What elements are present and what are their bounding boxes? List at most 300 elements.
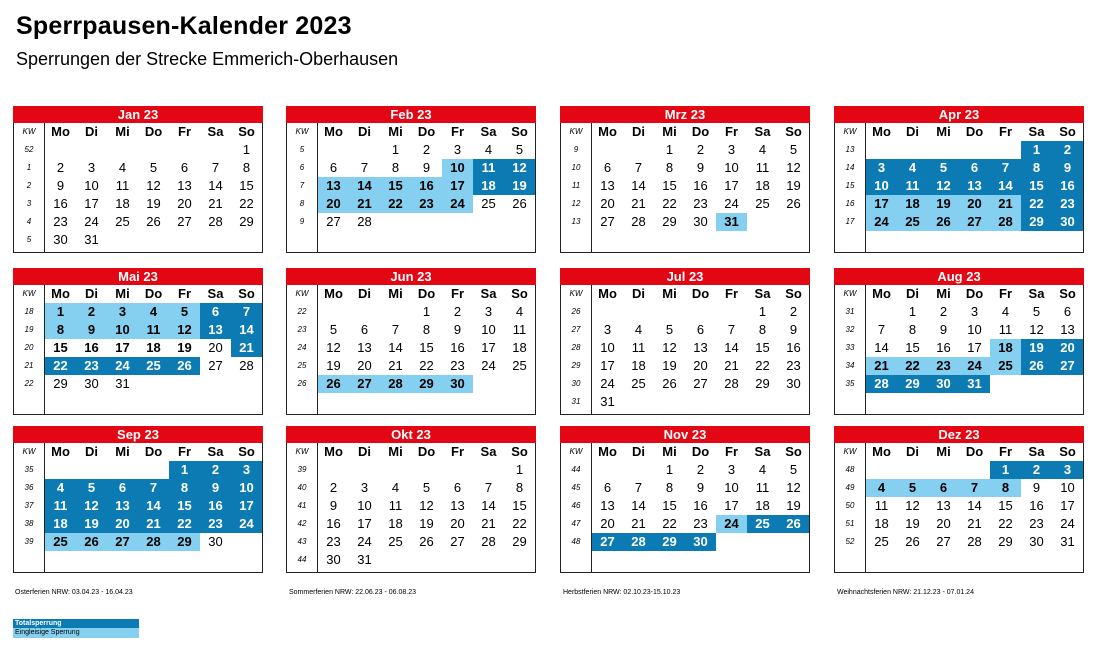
day-cell: 13 bbox=[200, 321, 231, 339]
day-cell: 12 bbox=[76, 497, 107, 515]
month-body bbox=[834, 123, 1084, 253]
month-body bbox=[834, 285, 1084, 415]
day-cell: 20 bbox=[107, 515, 138, 533]
day-cell: 5 bbox=[789, 462, 798, 477]
day-cell: 29 bbox=[897, 375, 928, 393]
month-body bbox=[13, 285, 263, 415]
month-title: Feb 23 bbox=[286, 106, 536, 123]
kw-header: KW bbox=[295, 127, 309, 136]
day-cell: 1 bbox=[242, 142, 251, 157]
month-title: Mai 23 bbox=[13, 268, 263, 285]
day-cell: 19 bbox=[146, 196, 161, 211]
day-cell: 12 bbox=[146, 178, 161, 193]
weekday-header: Fr bbox=[999, 124, 1012, 139]
week-number: 31 bbox=[845, 307, 855, 316]
day-cell: 31 bbox=[1060, 534, 1075, 549]
day-cell: 1 bbox=[665, 462, 674, 477]
day-cell: 3 bbox=[1052, 461, 1083, 479]
day-cell: 15 bbox=[755, 340, 770, 355]
day-cell: 14 bbox=[967, 498, 982, 513]
day-cell: 28 bbox=[724, 376, 739, 391]
week-number: 18 bbox=[24, 307, 34, 316]
week-number: 46 bbox=[571, 501, 581, 510]
day-cell: 28 bbox=[138, 533, 169, 551]
day-cell: 17 bbox=[84, 196, 99, 211]
week-number: 5 bbox=[299, 145, 305, 154]
day-cell: 27 bbox=[936, 534, 951, 549]
day-cell: 4 bbox=[484, 142, 493, 157]
day-cell: 21 bbox=[231, 339, 262, 357]
day-cell: 18 bbox=[755, 498, 770, 513]
day-cell: 17 bbox=[357, 516, 372, 531]
day-cell: 3 bbox=[107, 303, 138, 321]
kw-header: KW bbox=[22, 447, 36, 456]
day-cell: 20 bbox=[357, 358, 372, 373]
day-cell: 4 bbox=[515, 304, 524, 319]
week-number: 9 bbox=[299, 217, 305, 226]
week-number: 30 bbox=[571, 379, 581, 388]
day-cell: 21 bbox=[967, 516, 982, 531]
day-cell: 27 bbox=[107, 533, 138, 551]
week-number: 31 bbox=[571, 397, 581, 406]
day-cell: 7 bbox=[634, 480, 643, 495]
day-cell: 26 bbox=[928, 213, 959, 231]
day-cell: 16 bbox=[936, 340, 951, 355]
day-cell: 23 bbox=[928, 357, 959, 375]
weekday-header: Mo bbox=[324, 444, 343, 459]
day-cell: 26 bbox=[662, 376, 677, 391]
day-cell: 2 bbox=[76, 303, 107, 321]
month-title: Jul 23 bbox=[560, 268, 810, 285]
weekday-header: Di bbox=[906, 286, 919, 301]
day-cell: 25 bbox=[990, 357, 1021, 375]
week-number: 50 bbox=[845, 501, 855, 510]
weekday-header: Mi bbox=[662, 124, 677, 139]
day-cell: 28 bbox=[866, 375, 897, 393]
day-cell: 9 bbox=[200, 479, 231, 497]
day-cell: 17 bbox=[724, 178, 739, 193]
day-cell: 7 bbox=[211, 160, 220, 175]
month-aug bbox=[834, 268, 1084, 416]
week-number: 17 bbox=[845, 217, 855, 226]
day-cell: 15 bbox=[239, 178, 254, 193]
day-cell: 17 bbox=[442, 177, 473, 195]
week-number: 51 bbox=[845, 519, 855, 528]
week-number: 44 bbox=[571, 465, 581, 474]
day-cell: 20 bbox=[600, 516, 615, 531]
week-number: 14 bbox=[845, 163, 855, 172]
weekday-header: So bbox=[785, 444, 802, 459]
day-cell: 24 bbox=[357, 534, 372, 549]
day-cell: 15 bbox=[53, 340, 68, 355]
weekday-header: So bbox=[785, 286, 802, 301]
month-body bbox=[286, 123, 536, 253]
weekday-header: Fr bbox=[178, 286, 191, 301]
holiday-note-easter: Osterferien NRW: 03.04.23 - 16.04.23 bbox=[15, 589, 133, 596]
day-cell: 18 bbox=[388, 516, 403, 531]
day-cell: 30 bbox=[685, 533, 716, 551]
day-cell: 26 bbox=[419, 534, 434, 549]
week-number: 52 bbox=[24, 145, 34, 154]
weekday-header: Fr bbox=[725, 444, 738, 459]
day-cell: 29 bbox=[755, 376, 770, 391]
day-cell: 19 bbox=[419, 516, 434, 531]
day-cell: 25 bbox=[138, 357, 169, 375]
day-cell: 11 bbox=[115, 178, 130, 193]
day-cell: 25 bbox=[388, 534, 403, 549]
day-cell: 24 bbox=[107, 357, 138, 375]
day-cell: 7 bbox=[959, 479, 990, 497]
month-title: Jun 23 bbox=[286, 268, 536, 285]
day-cell: 22 bbox=[419, 358, 434, 373]
day-cell: 5 bbox=[789, 142, 798, 157]
day-cell: 20 bbox=[318, 195, 349, 213]
week-number: 35 bbox=[845, 379, 855, 388]
kw-header: KW bbox=[295, 289, 309, 298]
week-number: 9 bbox=[573, 145, 579, 154]
day-cell: 22 bbox=[239, 196, 254, 211]
day-cell: 23 bbox=[450, 358, 465, 373]
weekday-header: Do bbox=[691, 286, 710, 301]
day-cell: 8 bbox=[515, 480, 524, 495]
day-cell: 30 bbox=[786, 376, 801, 391]
weekday-header: So bbox=[511, 124, 528, 139]
week-number: 26 bbox=[297, 379, 307, 388]
day-cell: 13 bbox=[959, 177, 990, 195]
day-cell: 7 bbox=[484, 480, 493, 495]
day-cell: 2 bbox=[696, 142, 705, 157]
day-cell: 15 bbox=[169, 497, 200, 515]
week-number: 45 bbox=[571, 483, 581, 492]
day-cell: 12 bbox=[662, 340, 677, 355]
day-cell: 14 bbox=[481, 498, 496, 513]
day-cell: 23 bbox=[200, 515, 231, 533]
day-cell: 2 bbox=[422, 142, 431, 157]
day-cell: 19 bbox=[786, 498, 801, 513]
month-title: Dez 23 bbox=[834, 426, 1084, 443]
week-number: 36 bbox=[24, 483, 34, 492]
day-cell: 5 bbox=[329, 322, 338, 337]
month-sep bbox=[13, 426, 263, 574]
week-number: 41 bbox=[297, 501, 307, 510]
day-cell: 16 bbox=[786, 340, 801, 355]
day-cell: 8 bbox=[665, 480, 674, 495]
day-cell: 17 bbox=[481, 340, 496, 355]
day-cell: 19 bbox=[76, 515, 107, 533]
day-cell: 2 bbox=[696, 462, 705, 477]
day-cell: 10 bbox=[231, 479, 262, 497]
day-cell: 29 bbox=[411, 375, 442, 393]
week-number: 22 bbox=[297, 307, 307, 316]
week-number: 40 bbox=[297, 483, 307, 492]
day-cell: 29 bbox=[512, 534, 527, 549]
day-cell: 3 bbox=[484, 304, 493, 319]
day-cell: 20 bbox=[600, 196, 615, 211]
day-cell: 16 bbox=[326, 516, 341, 531]
holiday-note-autumn: Herbstferien NRW: 02.10.23-15.10.23 bbox=[563, 589, 681, 596]
day-cell: 9 bbox=[789, 322, 798, 337]
day-cell: 28 bbox=[623, 533, 654, 551]
day-cell: 20 bbox=[177, 196, 192, 211]
week-number: 28 bbox=[571, 343, 581, 352]
day-cell: 31 bbox=[357, 552, 372, 567]
day-cell: 13 bbox=[357, 340, 372, 355]
day-cell: 26 bbox=[169, 357, 200, 375]
day-cell: 28 bbox=[631, 214, 646, 229]
day-cell: 1 bbox=[1021, 141, 1052, 159]
weekday-header: Mo bbox=[598, 286, 617, 301]
day-cell: 16 bbox=[200, 497, 231, 515]
day-cell: 25 bbox=[115, 214, 130, 229]
week-number: 47 bbox=[571, 519, 581, 528]
day-cell: 9 bbox=[696, 160, 705, 175]
day-cell: 26 bbox=[512, 196, 527, 211]
day-cell: 2 bbox=[939, 304, 948, 319]
day-cell: 19 bbox=[928, 195, 959, 213]
day-cell: 16 bbox=[84, 340, 99, 355]
weekday-header: Mi bbox=[936, 124, 951, 139]
day-cell: 15 bbox=[380, 177, 411, 195]
kw-header: KW bbox=[22, 289, 36, 298]
month-dez bbox=[834, 426, 1084, 574]
week-number: 22 bbox=[24, 379, 34, 388]
day-cell: 3 bbox=[360, 480, 369, 495]
weekday-header: Sa bbox=[480, 286, 497, 301]
day-cell: 18 bbox=[874, 516, 889, 531]
day-cell: 16 bbox=[693, 498, 708, 513]
day-cell: 28 bbox=[380, 375, 411, 393]
day-cell: 12 bbox=[169, 321, 200, 339]
week-number: 7 bbox=[299, 181, 305, 190]
day-cell: 16 bbox=[411, 177, 442, 195]
weekday-header: Do bbox=[144, 124, 163, 139]
day-cell: 29 bbox=[654, 533, 685, 551]
day-cell: 29 bbox=[169, 533, 200, 551]
day-cell: 16 bbox=[450, 340, 465, 355]
day-cell: 10 bbox=[967, 322, 982, 337]
day-cell: 6 bbox=[200, 303, 231, 321]
day-cell: 17 bbox=[1060, 498, 1075, 513]
day-cell: 11 bbox=[473, 159, 504, 177]
day-cell: 22 bbox=[662, 516, 677, 531]
weekday-header: So bbox=[511, 444, 528, 459]
weekday-header: Do bbox=[965, 124, 984, 139]
weekday-header: Mo bbox=[324, 286, 343, 301]
day-cell: 3 bbox=[727, 142, 736, 157]
day-cell: 7 bbox=[360, 160, 369, 175]
weekday-header: Do bbox=[144, 444, 163, 459]
day-cell: 15 bbox=[905, 340, 920, 355]
weekday-header: Sa bbox=[754, 286, 771, 301]
day-cell: 17 bbox=[600, 358, 615, 373]
weekday-header: Do bbox=[417, 444, 436, 459]
legend-eingleisig: Eingleisige Sperrung bbox=[13, 628, 139, 638]
day-cell: 28 bbox=[239, 358, 254, 373]
weekday-header: Sa bbox=[480, 444, 497, 459]
day-cell: 27 bbox=[349, 375, 380, 393]
day-cell: 8 bbox=[391, 160, 400, 175]
week-number: 1 bbox=[26, 163, 32, 172]
week-number: 15 bbox=[845, 181, 855, 190]
day-cell: 8 bbox=[45, 321, 76, 339]
holiday-note-christmas: Weihnachtsferien NRW: 21.12.23 - 07.01.24 bbox=[837, 589, 974, 596]
day-cell: 29 bbox=[998, 534, 1013, 549]
day-cell: 21 bbox=[724, 358, 739, 373]
day-cell: 4 bbox=[758, 462, 767, 477]
day-cell: 18 bbox=[45, 515, 76, 533]
day-cell: 6 bbox=[329, 160, 338, 175]
month-body bbox=[286, 443, 536, 573]
week-number: 32 bbox=[845, 325, 855, 334]
day-cell: 15 bbox=[512, 498, 527, 513]
day-cell: 6 bbox=[180, 160, 189, 175]
week-number: 38 bbox=[24, 519, 34, 528]
day-cell: 10 bbox=[600, 340, 615, 355]
day-cell: 3 bbox=[866, 159, 897, 177]
day-cell: 20 bbox=[693, 358, 708, 373]
day-cell: 13 bbox=[600, 498, 615, 513]
day-cell: 23 bbox=[1052, 195, 1083, 213]
day-cell: 8 bbox=[422, 322, 431, 337]
week-number: 5 bbox=[26, 235, 32, 244]
day-cell: 5 bbox=[422, 480, 431, 495]
weekday-header: Mo bbox=[598, 124, 617, 139]
weekday-header: Di bbox=[85, 124, 98, 139]
day-cell: 1 bbox=[758, 304, 767, 319]
weekday-header: Sa bbox=[207, 444, 224, 459]
day-cell: 18 bbox=[631, 358, 646, 373]
day-cell: 11 bbox=[755, 160, 770, 175]
week-number: 12 bbox=[571, 199, 581, 208]
weekday-header: Fr bbox=[725, 286, 738, 301]
day-cell: 8 bbox=[242, 160, 251, 175]
weekday-header: Di bbox=[632, 444, 645, 459]
day-cell: 7 bbox=[990, 159, 1021, 177]
day-cell: 30 bbox=[53, 232, 68, 247]
weekday-header: Do bbox=[691, 124, 710, 139]
day-cell: 15 bbox=[419, 340, 434, 355]
day-cell: 17 bbox=[115, 340, 130, 355]
week-number: 13 bbox=[571, 217, 581, 226]
day-cell: 12 bbox=[786, 160, 801, 175]
day-cell: 15 bbox=[998, 498, 1013, 513]
day-cell: 26 bbox=[905, 534, 920, 549]
day-cell: 28 bbox=[967, 534, 982, 549]
day-cell: 30 bbox=[1052, 213, 1083, 231]
day-cell: 5 bbox=[928, 159, 959, 177]
weekday-header: Di bbox=[906, 124, 919, 139]
month-body bbox=[286, 285, 536, 415]
day-cell: 20 bbox=[936, 516, 951, 531]
weekday-header: Mi bbox=[662, 444, 677, 459]
week-number: 34 bbox=[845, 361, 855, 370]
weekday-header: Mo bbox=[51, 286, 70, 301]
week-number: 48 bbox=[845, 465, 855, 474]
day-cell: 3 bbox=[231, 461, 262, 479]
weekday-header: Di bbox=[358, 286, 371, 301]
weekday-header: Fr bbox=[451, 124, 464, 139]
day-cell: 12 bbox=[504, 159, 535, 177]
weekday-header: Di bbox=[632, 286, 645, 301]
day-cell: 5 bbox=[897, 479, 928, 497]
day-cell: 24 bbox=[866, 213, 897, 231]
month-okt bbox=[286, 426, 536, 574]
week-number: 39 bbox=[24, 537, 34, 546]
day-cell: 27 bbox=[208, 358, 223, 373]
day-cell: 11 bbox=[755, 480, 770, 495]
weekday-header: Mo bbox=[598, 444, 617, 459]
weekday-header: Di bbox=[632, 124, 645, 139]
day-cell: 25 bbox=[45, 533, 76, 551]
weekday-header: Do bbox=[417, 286, 436, 301]
day-cell: 10 bbox=[1060, 480, 1075, 495]
day-cell: 27 bbox=[450, 534, 465, 549]
month-body bbox=[13, 123, 263, 253]
day-cell: 12 bbox=[419, 498, 434, 513]
day-cell: 18 bbox=[990, 339, 1021, 357]
day-cell: 25 bbox=[897, 213, 928, 231]
weekday-header: Do bbox=[965, 444, 984, 459]
day-cell: 29 bbox=[1021, 213, 1052, 231]
day-cell: 25 bbox=[481, 196, 496, 211]
week-number: 3 bbox=[26, 199, 32, 208]
day-cell: 30 bbox=[928, 375, 959, 393]
day-cell: 3 bbox=[727, 462, 736, 477]
day-cell: 6 bbox=[603, 160, 612, 175]
day-cell: 22 bbox=[169, 515, 200, 533]
day-cell: 2 bbox=[200, 461, 231, 479]
month-body bbox=[560, 123, 810, 253]
day-cell: 10 bbox=[724, 480, 739, 495]
day-cell: 29 bbox=[53, 376, 68, 391]
day-cell: 21 bbox=[388, 358, 403, 373]
day-cell: 30 bbox=[442, 375, 473, 393]
day-cell: 24 bbox=[959, 357, 990, 375]
day-cell: 14 bbox=[208, 178, 223, 193]
day-cell: 1 bbox=[169, 461, 200, 479]
day-cell: 24 bbox=[1060, 516, 1075, 531]
day-cell: 8 bbox=[169, 479, 200, 497]
day-cell: 22 bbox=[897, 357, 928, 375]
day-cell: 25 bbox=[874, 534, 889, 549]
day-cell: 2 bbox=[329, 480, 338, 495]
day-cell: 10 bbox=[481, 322, 496, 337]
day-cell: 5 bbox=[665, 322, 674, 337]
day-cell: 6 bbox=[959, 159, 990, 177]
day-cell: 15 bbox=[1021, 177, 1052, 195]
day-cell: 30 bbox=[1029, 534, 1044, 549]
month-apr bbox=[834, 106, 1084, 254]
day-cell: 2 bbox=[1021, 461, 1052, 479]
day-cell: 11 bbox=[874, 498, 889, 513]
weekday-header: So bbox=[1059, 124, 1076, 139]
day-cell: 5 bbox=[76, 479, 107, 497]
day-cell: 21 bbox=[990, 195, 1021, 213]
day-cell: 28 bbox=[357, 214, 372, 229]
day-cell: 23 bbox=[786, 358, 801, 373]
day-cell: 16 bbox=[693, 178, 708, 193]
day-cell: 31 bbox=[959, 375, 990, 393]
month-feb bbox=[286, 106, 536, 254]
weekday-header: Mi bbox=[388, 124, 403, 139]
weekday-header: Sa bbox=[1028, 286, 1045, 301]
day-cell: 13 bbox=[936, 498, 951, 513]
day-cell: 20 bbox=[959, 195, 990, 213]
day-cell: 11 bbox=[631, 340, 646, 355]
day-cell: 19 bbox=[905, 516, 920, 531]
week-number: 16 bbox=[845, 199, 855, 208]
week-number: 23 bbox=[297, 325, 307, 334]
